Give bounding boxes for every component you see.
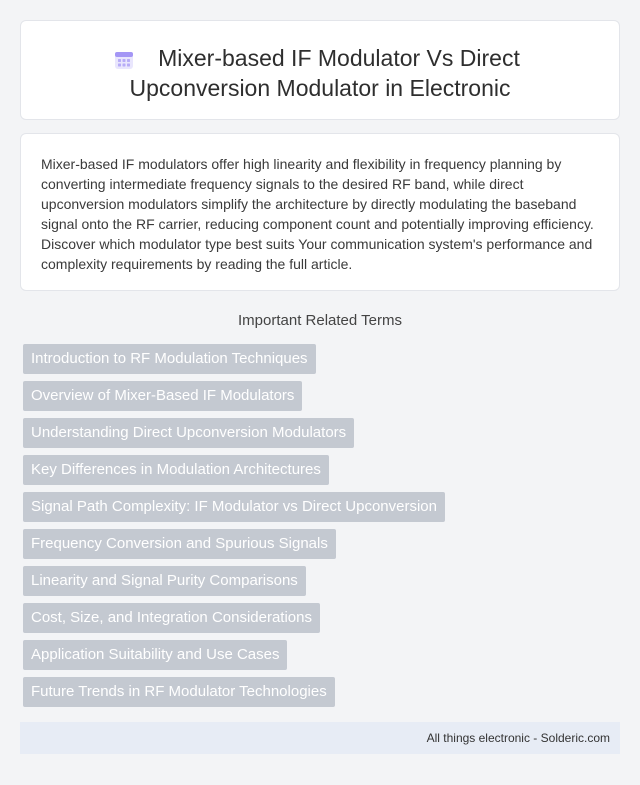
title-line-2: Upconversion Modulator in Electronic: [129, 75, 511, 101]
related-term-tag[interactable]: Introduction to RF Modulation Techniques: [23, 344, 316, 374]
page-title: [21, 43, 619, 103]
related-term-tag[interactable]: Future Trends in RF Modulator Technologies: [23, 677, 335, 707]
footer: [20, 722, 620, 754]
title-line-1: Mixer-based IF Modulator Vs Direct: [158, 45, 520, 71]
related-term-tag[interactable]: Understanding Direct Upconversion Modulators: [23, 418, 354, 448]
related-term-tag[interactable]: Key Differences in Modulation Architectures: [23, 455, 329, 485]
related-term-tag[interactable]: Frequency Conversion and Spurious Signals: [23, 529, 336, 559]
related-term-tag[interactable]: Cost, Size, and Integration Considerations: [23, 603, 320, 633]
related-terms-list: [23, 344, 623, 714]
related-term-tag[interactable]: Linearity and Signal Purity Comparisons: [23, 566, 306, 596]
related-term-tag[interactable]: Overview of Mixer-Based IF Modulators: [23, 381, 302, 411]
summary-text: Mixer-based IF modulators offer high linearity and flexibility in frequency planning by converting intermediate frequency signals to the desired RF band, while direct upconversion modulators simplify the architecture by directly modulating the baseband signal onto the RF carrier, reducing component count and potentially improving efficiency. Discover which modulator type best suits Your communication system's performance and complexity requirements by reading the full article.: [41, 156, 594, 272]
title-card: [20, 20, 620, 120]
related-term-tag[interactable]: Signal Path Complexity: IF Modulator vs Direct Upconversion: [23, 492, 445, 522]
summary-card: [20, 133, 620, 291]
related-terms-heading: Important Related Terms: [238, 312, 402, 329]
footer-text: All things electronic - Solderic.com: [426, 731, 610, 745]
related-term-tag[interactable]: Application Suitability and Use Cases: [23, 640, 287, 670]
